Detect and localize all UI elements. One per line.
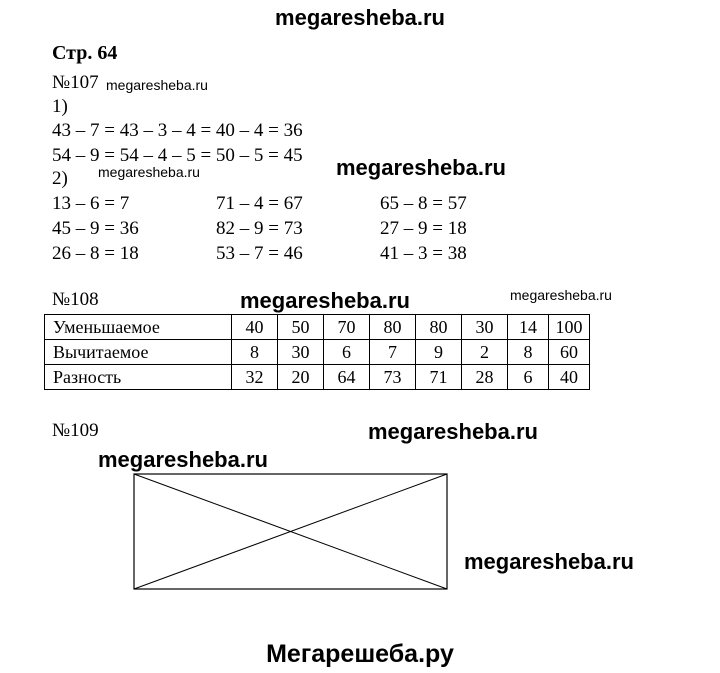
- table-cell: 73: [370, 365, 416, 390]
- table-cell: 40: [549, 365, 590, 390]
- task107-part1-label: 1): [52, 96, 68, 117]
- watermark-small: megaresheba.ru: [510, 287, 612, 303]
- table-cell: 70: [324, 315, 370, 340]
- rectangle-diagram: [133, 473, 449, 591]
- watermark-big: megaresheba.ru: [336, 155, 506, 180]
- row-label: Разность: [45, 365, 232, 390]
- task107-expr: 82 – 9 = 73: [216, 218, 303, 239]
- page-label: Стр. 64: [52, 42, 118, 64]
- table-row: [45, 340, 590, 365]
- row-label: Уменьшаемое: [45, 315, 232, 340]
- table-cell: 6: [508, 365, 549, 390]
- watermark-small: megaresheba.ru: [98, 164, 200, 180]
- table-cell: 100: [549, 315, 590, 340]
- table-cell: 80: [416, 315, 462, 340]
- task107-part1-line: 54 – 9 = 54 – 4 – 5 = 50 – 5 = 45: [52, 145, 303, 166]
- watermark-big: megaresheba.ru: [368, 419, 538, 444]
- table-cell: 71: [416, 365, 462, 390]
- table-cell: 8: [232, 340, 278, 365]
- task107-expr: 41 – 3 = 38: [380, 243, 467, 264]
- table-row: [45, 315, 590, 340]
- table-cell: 7: [370, 340, 416, 365]
- task107-part1-line: 43 – 7 = 43 – 3 – 4 = 40 – 4 = 36: [52, 120, 303, 141]
- task107-expr: 13 – 6 = 7: [52, 193, 130, 214]
- row-label: Вычитаемое: [45, 340, 232, 365]
- table-cell: 50: [278, 315, 324, 340]
- table-cell: 20: [278, 365, 324, 390]
- task107-expr: 71 – 4 = 67: [216, 193, 303, 214]
- watermark-small: megaresheba.ru: [106, 77, 208, 93]
- table-cell: 2: [462, 340, 508, 365]
- table-cell: 14: [508, 315, 549, 340]
- task107-expr: 65 – 8 = 57: [380, 193, 467, 214]
- table-cell: 30: [278, 340, 324, 365]
- table-cell: 8: [508, 340, 549, 365]
- table-cell: 6: [324, 340, 370, 365]
- table-cell: 9: [416, 340, 462, 365]
- header-watermark: megaresheba.ru: [275, 5, 445, 30]
- table-cell: 64: [324, 365, 370, 390]
- task107-number: №107: [52, 72, 99, 93]
- watermark-big: megaresheba.ru: [240, 288, 410, 313]
- table-cell: 40: [232, 315, 278, 340]
- watermark-big: megaresheba.ru: [98, 447, 268, 472]
- table-cell: 30: [462, 315, 508, 340]
- task107-expr: 27 – 9 = 18: [380, 218, 467, 239]
- subtraction-table: [44, 314, 590, 390]
- task107-part2-label: 2): [52, 168, 68, 189]
- footer-watermark: Мегарешеба.ру: [266, 640, 454, 668]
- task107-expr: 53 – 7 = 46: [216, 243, 303, 264]
- watermark-big: megaresheba.ru: [464, 549, 634, 574]
- table-cell: 80: [370, 315, 416, 340]
- task108-number: №108: [52, 289, 99, 310]
- task109-number: №109: [52, 420, 99, 441]
- task107-expr: 45 – 9 = 36: [52, 218, 139, 239]
- task107-expr: 26 – 8 = 18: [52, 243, 139, 264]
- table-cell: 60: [549, 340, 590, 365]
- table-row: [45, 365, 590, 390]
- table-cell: 28: [462, 365, 508, 390]
- table-cell: 32: [232, 365, 278, 390]
